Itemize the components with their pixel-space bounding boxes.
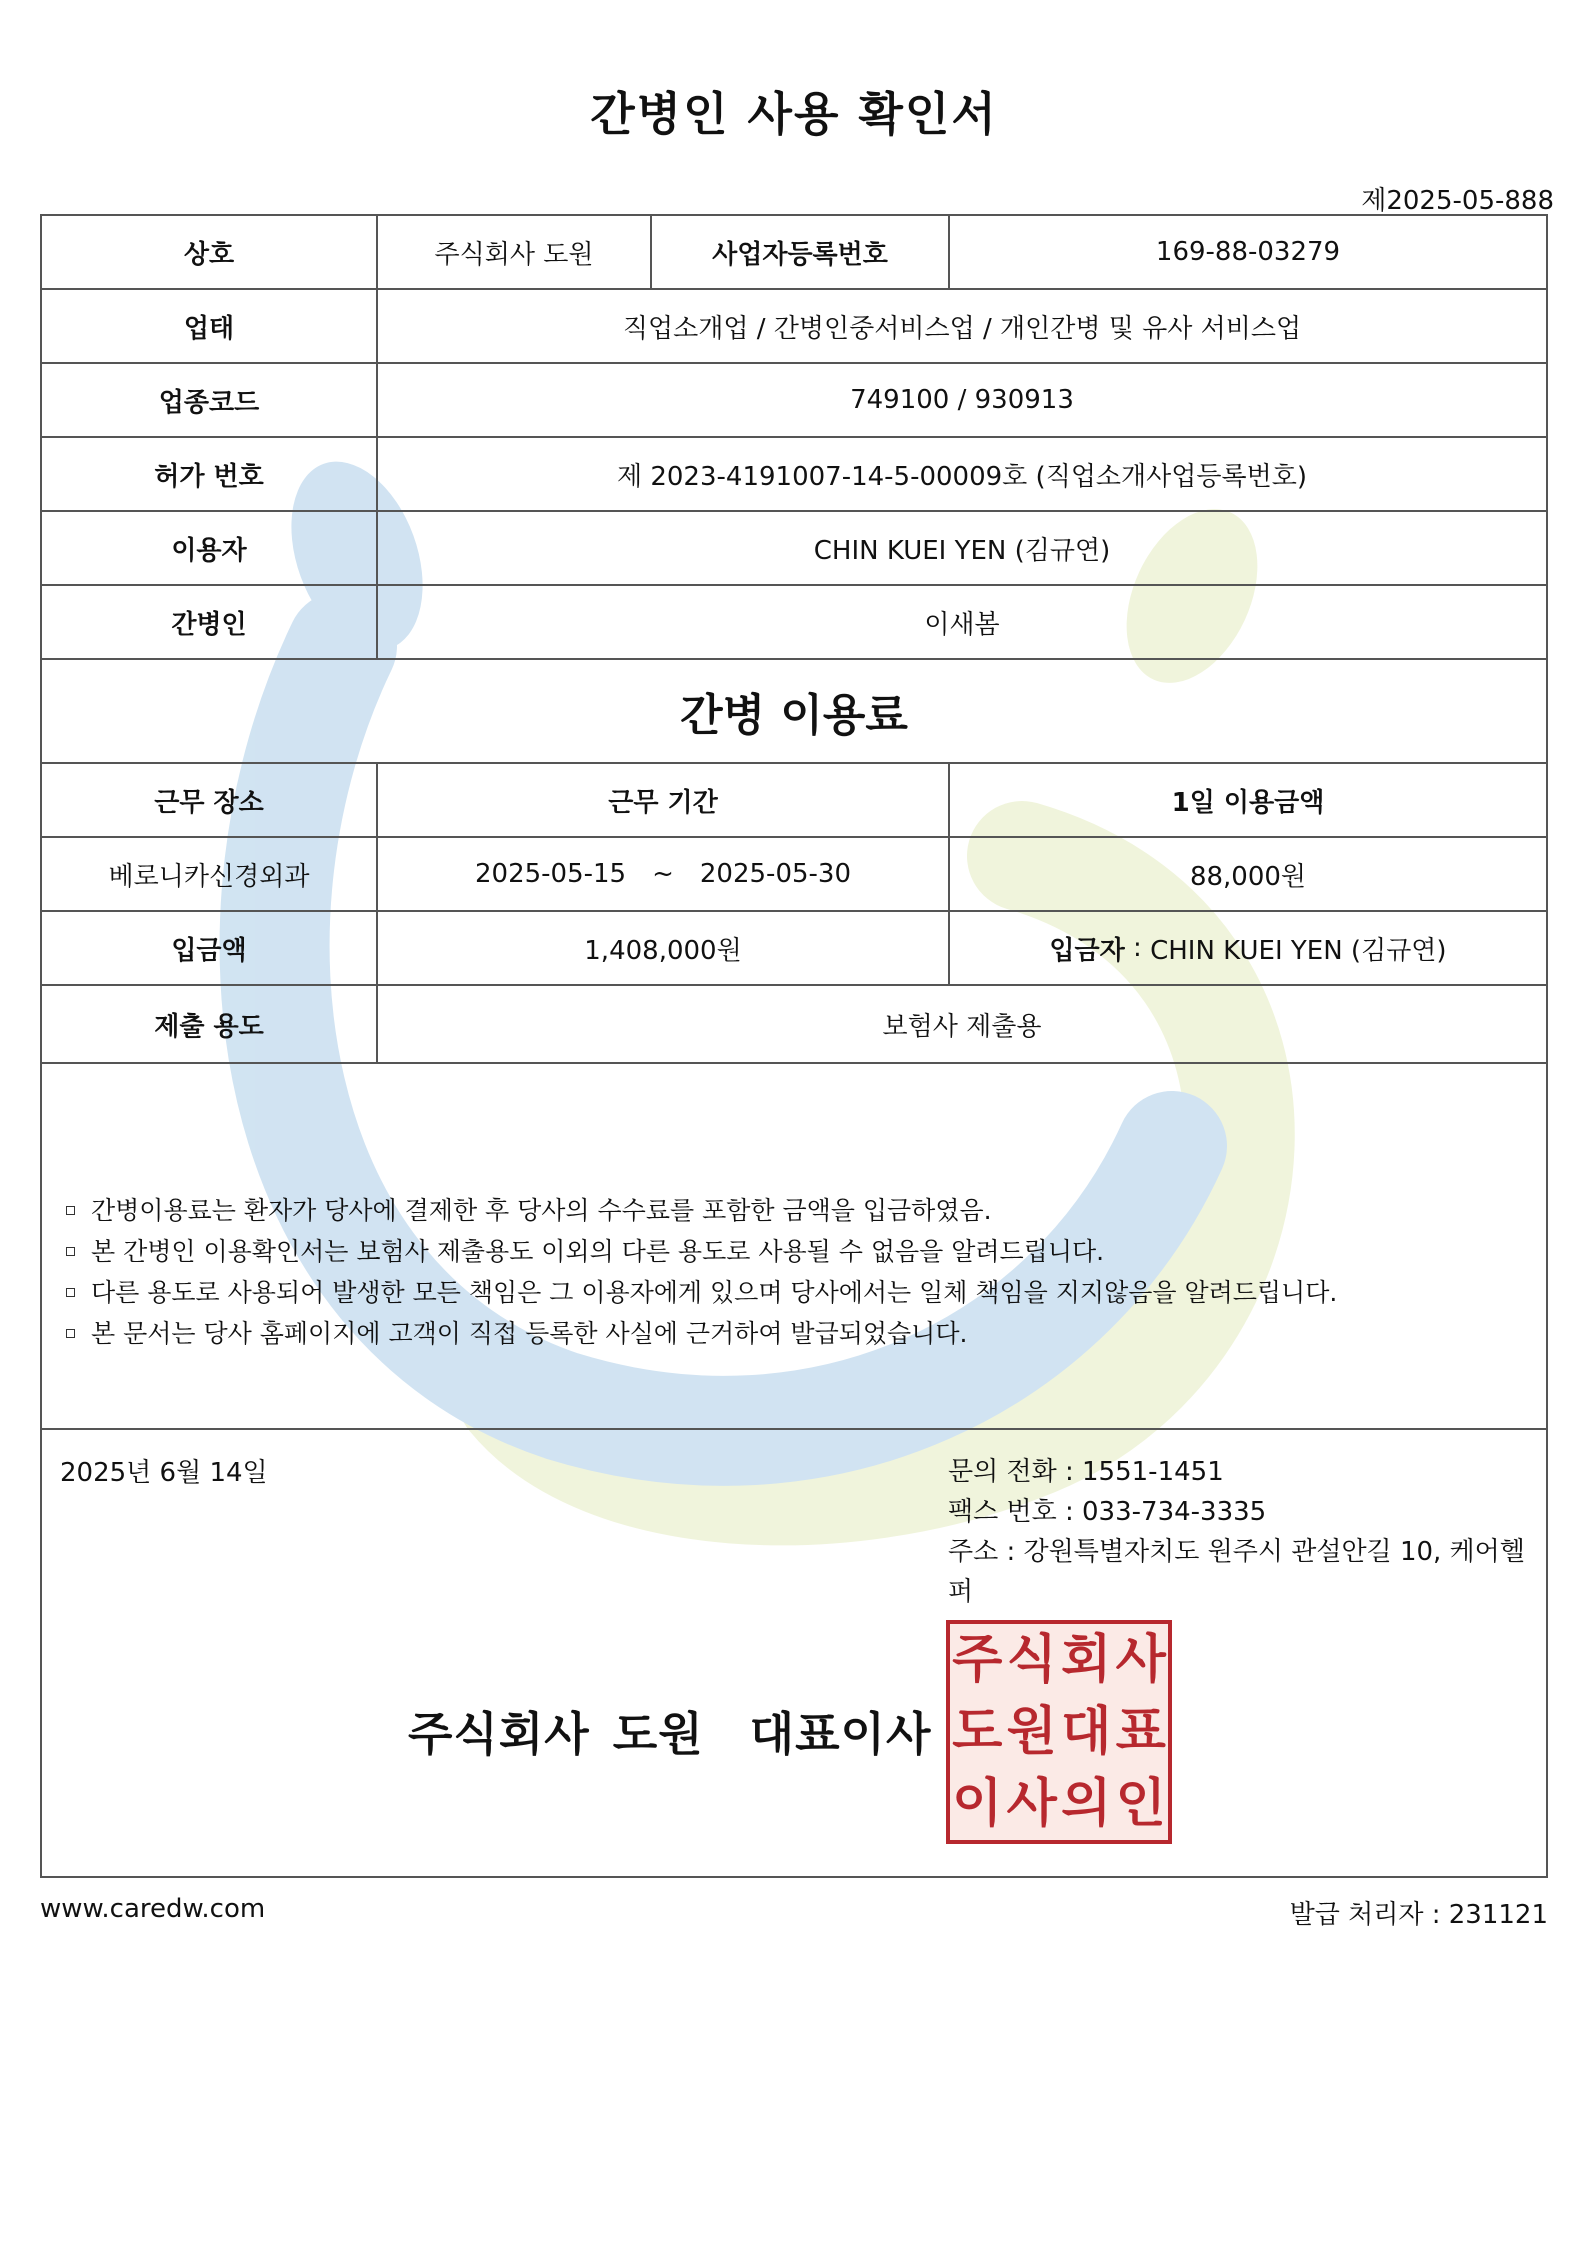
company-value: 주식회사 도원 (376, 216, 650, 288)
contact-phone: 문의 전화 : 1551-1451 (948, 1457, 1224, 1487)
business-type-label: 업태 (183, 313, 235, 344)
signature-block (42, 1430, 1546, 1876)
work-place-value: 베로니카신경외과 (108, 861, 310, 892)
purpose-label: 제출 용도 (154, 1011, 264, 1042)
period-end: 2025-05-30 (699, 859, 851, 889)
note-item: 본 문서는 당사 홈페이지에 고객이 직접 등록한 사실에 근거하여 발급되었습니다. (66, 1313, 1337, 1354)
license-row (42, 438, 1546, 512)
biz-reg-label: 사업자등록번호 (650, 216, 948, 288)
fee-section-title-row (42, 660, 1546, 764)
payment-value: 1,408,000원 (376, 912, 948, 984)
document-number: 제2025-05-888 (1361, 186, 1554, 216)
industry-code-label: 업종코드 (158, 387, 260, 418)
business-type-value: 직업소개업 / 간병인중서비스업 / 개인간병 및 유사 서비스업 (376, 290, 1546, 362)
header-daily-fee: 1일 이용금액 (948, 764, 1546, 836)
user-row (42, 512, 1546, 586)
square-bullet-icon (66, 1247, 75, 1256)
user-value: CHIN KUEI YEN (김규연) (376, 512, 1546, 584)
biz-reg-value: 169-88-03279 (948, 216, 1546, 288)
caregiver-label: 간병인 (171, 609, 247, 640)
square-bullet-icon (66, 1206, 75, 1215)
note-item: 간병이용료는 환자가 당사에 결제한 후 당사의 수수료를 포함한 금액을 입금하였음. (66, 1190, 1337, 1231)
ceo-signature-line: 주식회사 도원 대표이사 (408, 1707, 932, 1761)
square-bullet-icon (66, 1329, 75, 1338)
caregiver-value: 이새봄 (376, 586, 1546, 658)
purpose-row (42, 986, 1546, 1064)
payment-row (42, 912, 1546, 986)
header-work-place: 근무 장소 (154, 787, 264, 818)
website-link[interactable]: www.caredw.com (40, 1894, 266, 1924)
payer-label: 입금자 (1049, 935, 1125, 966)
contact-address: 주소 : 강원특별자치도 원주시 관설안길 10, 케어헬퍼 (948, 1537, 1525, 1607)
document-title: 간병인 사용 확인서 (590, 87, 998, 141)
license-value: 제 2023-4191007-14-5-00009호 (직업소개사업등록번호) (376, 438, 1546, 510)
business-type-row (42, 290, 1546, 364)
period-start: 2025-05-15 (474, 859, 627, 889)
work-period-value (376, 838, 948, 910)
contact-fax: 팩스 번호 : 033-734-3335 (948, 1497, 1267, 1527)
payer-name: CHIN KUEI YEN (김규연) (1150, 935, 1447, 966)
daily-fee-value: 88,000원 (948, 838, 1546, 910)
fee-data-row (42, 838, 1546, 912)
company-label: 상호 (183, 239, 235, 270)
note-item: 본 간병인 이용확인서는 보험사 제출용도 이외의 다른 용도로 사용될 수 없음을 알려드립니다. (66, 1231, 1337, 1272)
company-seal-stamp: 주 식 회 사 도 원 대 표 이 사 의 인 (946, 1620, 1172, 1844)
purpose-value: 보험사 제출용 (376, 986, 1546, 1062)
document-frame (40, 214, 1548, 1878)
fee-header-row (42, 764, 1546, 838)
note-item: 다른 용도로 사용되어 발생한 모든 책임은 그 이용자에게 있으며 당사에서는 일체 책임을 지지않음을 알려드립니다. (66, 1272, 1337, 1313)
notes-list (66, 1190, 1337, 1354)
industry-code-row (42, 364, 1546, 438)
payer-separator: : (1124, 933, 1151, 963)
user-label: 이용자 (171, 535, 247, 566)
payment-label: 입금액 (171, 935, 247, 966)
notes-section (42, 1064, 1546, 1430)
fee-section-title: 간병 이용료 (680, 690, 908, 741)
issuer-id: 발급 처리자 : 231121 (1289, 1900, 1548, 1930)
caregiver-row (42, 586, 1546, 660)
contact-info (948, 1452, 1546, 1612)
payer-value (948, 912, 1546, 984)
issue-date: 2025년 6월 14일 (60, 1458, 268, 1488)
license-label: 허가 번호 (154, 461, 264, 492)
industry-code-value: 749100 / 930913 (376, 364, 1546, 436)
company-row (42, 216, 1546, 290)
square-bullet-icon (66, 1288, 75, 1297)
period-tilde: ~ (652, 859, 674, 889)
header-work-period: 근무 기간 (376, 764, 948, 836)
